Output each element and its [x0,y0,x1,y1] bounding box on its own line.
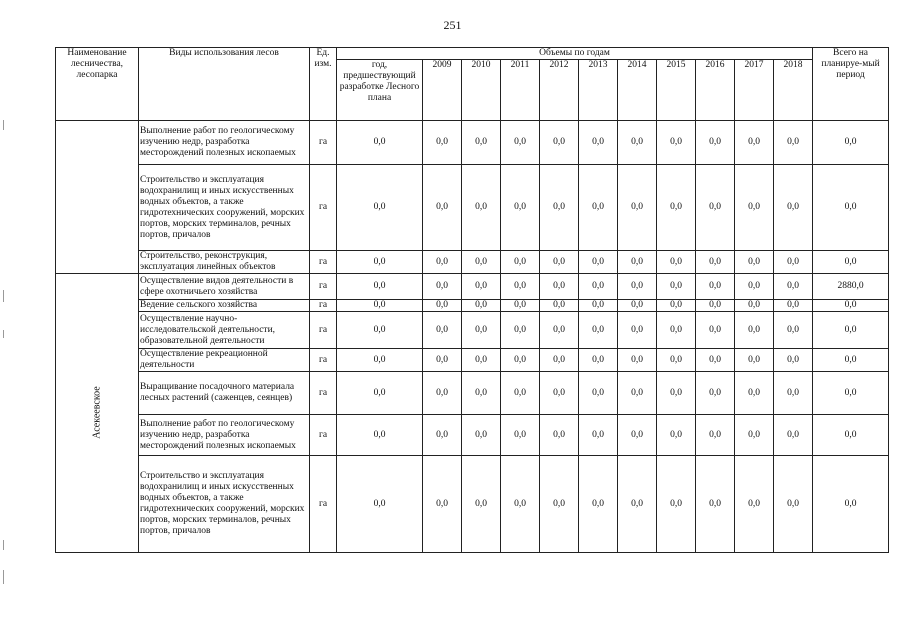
year-value-cell: 0,0 [735,312,774,349]
header-forestry: Наименование лесничества, лесопарка [56,48,139,121]
unit-cell: га [310,312,337,349]
year-value-cell: 0,0 [462,456,501,553]
year-value-cell: 0,0 [579,165,618,251]
use-type-cell: Осуществление видов деятельности в сфере охотничьего хозяйства [139,274,310,300]
use-type-cell: Ведение сельского хозяйства [139,300,310,312]
use-type-cell: Строительство, реконструкция, эксплуатация линейных объектов [139,251,310,274]
year-value-cell: 0,0 [696,456,735,553]
header-use-type: Виды использования лесов [139,48,310,121]
year-value-cell: 0,0 [657,349,696,372]
year-value-cell: 0,0 [735,165,774,251]
total-cell: 0,0 [813,300,889,312]
year-value-cell: 0,0 [540,274,579,300]
header-year: 2017 [735,60,774,121]
header-year: 2016 [696,60,735,121]
year-value-cell: 0,0 [657,274,696,300]
forestry-cell [56,274,139,553]
year-value-cell: 0,0 [462,349,501,372]
header-year: 2015 [657,60,696,121]
year-value-cell: 0,0 [618,312,657,349]
year-value-cell: 0,0 [462,165,501,251]
year-value-cell: 0,0 [735,415,774,456]
year-value-cell: 0,0 [501,121,540,165]
header-unit: Ед. изм. [310,48,337,121]
total-cell: 0,0 [813,251,889,274]
year-value-cell: 0,0 [462,274,501,300]
table-row [56,415,889,456]
year-value-cell: 0,0 [735,372,774,415]
year-value-cell: 0,0 [540,121,579,165]
year-value-cell: 0,0 [579,312,618,349]
year-value-cell: 0,0 [618,372,657,415]
year-value-cell: 0,0 [579,456,618,553]
year-value-cell: 0,0 [462,300,501,312]
year-value-cell: 0,0 [579,300,618,312]
year-value-cell: 0,0 [501,251,540,274]
year-value-cell: 0,0 [462,415,501,456]
year-value-cell: 0,0 [618,165,657,251]
year-value-cell: 0,0 [540,415,579,456]
unit-cell: га [310,121,337,165]
year-value-cell: 0,0 [618,251,657,274]
page-number: 251 [443,18,462,32]
year-value-cell: 0,0 [618,300,657,312]
year-value-cell: 0,0 [657,121,696,165]
year-value-cell: 0,0 [696,415,735,456]
year-value-cell: 0,0 [774,300,813,312]
year-value-cell: 0,0 [696,121,735,165]
year-value-cell: 0,0 [462,251,501,274]
year-value-cell: 0,0 [579,121,618,165]
year-value-cell: 0,0 [696,349,735,372]
header-total: Всего на планируе-мый период [813,48,889,121]
use-type-cell: Строительство и эксплуатация водохранилищ и иных искусственных водных объектов, а также гидротехнических сооружений, морских портов, морских терминалов, речных портов, причалов [139,165,310,251]
year-value-cell: 0,0 [774,274,813,300]
header-year: 2012 [540,60,579,121]
prev-year-cell: 0,0 [337,121,423,165]
total-cell: 0,0 [813,165,889,251]
year-value-cell: 0,0 [423,121,462,165]
year-value-cell: 0,0 [423,312,462,349]
year-value-cell: 0,0 [501,415,540,456]
year-value-cell: 0,0 [423,349,462,372]
year-value-cell: 0,0 [501,274,540,300]
header-year: 2013 [579,60,618,121]
table-row [56,372,889,415]
year-value-cell: 0,0 [735,456,774,553]
unit-cell: га [310,300,337,312]
unit-cell: га [310,274,337,300]
unit-cell: га [310,372,337,415]
header-year: 2011 [501,60,540,121]
prev-year-cell: 0,0 [337,300,423,312]
year-value-cell: 0,0 [657,165,696,251]
table-row [56,165,889,251]
year-value-cell: 0,0 [696,300,735,312]
year-value-cell: 0,0 [423,456,462,553]
year-value-cell: 0,0 [696,312,735,349]
year-value-cell: 0,0 [501,300,540,312]
header-year: 2014 [618,60,657,121]
year-value-cell: 0,0 [540,349,579,372]
use-type-cell: Выращивание посадочного материала лесных растений (саженцев, сеянцев) [139,372,310,415]
total-cell: 0,0 [813,456,889,553]
year-value-cell: 0,0 [735,300,774,312]
year-value-cell: 0,0 [579,274,618,300]
year-value-cell: 0,0 [696,274,735,300]
year-value-cell: 0,0 [696,251,735,274]
table-body [56,121,889,553]
year-value-cell: 0,0 [735,121,774,165]
margin-marks [3,0,7,640]
year-value-cell: 0,0 [501,165,540,251]
total-cell: 0,0 [813,121,889,165]
year-value-cell: 0,0 [618,274,657,300]
year-value-cell: 0,0 [423,372,462,415]
year-value-cell: 0,0 [657,312,696,349]
year-value-cell: 0,0 [423,274,462,300]
year-value-cell: 0,0 [540,251,579,274]
total-cell: 0,0 [813,312,889,349]
year-value-cell: 0,0 [540,372,579,415]
table-row [56,300,889,312]
total-cell: 0,0 [813,349,889,372]
forestry-cell-empty [56,121,139,274]
prev-year-cell: 0,0 [337,251,423,274]
year-value-cell: 0,0 [618,415,657,456]
unit-cell: га [310,349,337,372]
prev-year-cell: 0,0 [337,274,423,300]
year-value-cell: 0,0 [735,349,774,372]
header-prev-year: год, предшествующий разработке Лесного плана [337,60,423,121]
year-value-cell: 0,0 [657,456,696,553]
total-cell: 0,0 [813,372,889,415]
year-value-cell: 0,0 [501,312,540,349]
year-value-cell: 0,0 [540,165,579,251]
year-value-cell: 0,0 [618,456,657,553]
year-value-cell: 0,0 [618,349,657,372]
year-value-cell: 0,0 [579,415,618,456]
year-value-cell: 0,0 [774,456,813,553]
table-row [56,349,889,372]
year-value-cell: 0,0 [540,300,579,312]
table-row [56,312,889,349]
year-value-cell: 0,0 [423,165,462,251]
prev-year-cell: 0,0 [337,349,423,372]
year-value-cell: 0,0 [423,251,462,274]
year-value-cell: 0,0 [735,251,774,274]
year-value-cell: 0,0 [735,274,774,300]
year-value-cell: 0,0 [540,456,579,553]
year-value-cell: 0,0 [618,121,657,165]
year-value-cell: 0,0 [774,349,813,372]
use-type-cell: Выполнение работ по геологическому изучению недр, разработка месторождений полезных ископаемых [139,415,310,456]
year-value-cell: 0,0 [423,415,462,456]
prev-year-cell: 0,0 [337,456,423,553]
year-value-cell: 0,0 [774,121,813,165]
use-type-cell: Осуществление рекреационной деятельности [139,349,310,372]
header-year: 2010 [462,60,501,121]
year-value-cell: 0,0 [462,312,501,349]
year-value-cell: 0,0 [774,372,813,415]
total-cell: 2880,0 [813,274,889,300]
use-type-cell: Осуществление научно-исследовательской деятельности, образовательной деятельности [139,312,310,349]
year-value-cell: 0,0 [696,372,735,415]
header-year: 2018 [774,60,813,121]
table-row [56,121,889,165]
year-value-cell: 0,0 [462,372,501,415]
total-cell: 0,0 [813,415,889,456]
year-value-cell: 0,0 [774,251,813,274]
prev-year-cell: 0,0 [337,415,423,456]
year-value-cell: 0,0 [696,165,735,251]
table-header [56,48,889,121]
table-row [56,274,889,300]
year-value-cell: 0,0 [501,372,540,415]
year-value-cell: 0,0 [774,312,813,349]
year-value-cell: 0,0 [657,372,696,415]
use-type-cell: Строительство и эксплуатация водохранилищ и иных искусственных водных объектов, а также гидротехнических сооружений, морских портов, морских терминалов, речных портов, причалов [139,456,310,553]
year-value-cell: 0,0 [579,251,618,274]
prev-year-cell: 0,0 [337,165,423,251]
header-volumes: Объемы по годам [337,48,813,60]
year-value-cell: 0,0 [501,456,540,553]
unit-cell: га [310,165,337,251]
year-value-cell: 0,0 [501,349,540,372]
forest-use-table [55,47,889,553]
header-year: 2009 [423,60,462,121]
forestry-name: Асекеевское [91,386,103,439]
year-value-cell: 0,0 [540,312,579,349]
table-row [56,456,889,553]
year-value-cell: 0,0 [462,121,501,165]
unit-cell: га [310,415,337,456]
year-value-cell: 0,0 [657,251,696,274]
prev-year-cell: 0,0 [337,372,423,415]
use-type-cell: Выполнение работ по геологическому изучению недр, разработка месторождений полезных ископаемых [139,121,310,165]
year-value-cell: 0,0 [774,415,813,456]
unit-cell: га [310,251,337,274]
year-value-cell: 0,0 [423,300,462,312]
table-row [56,251,889,274]
year-value-cell: 0,0 [579,349,618,372]
year-value-cell: 0,0 [774,165,813,251]
year-value-cell: 0,0 [579,372,618,415]
unit-cell: га [310,456,337,553]
prev-year-cell: 0,0 [337,312,423,349]
year-value-cell: 0,0 [657,300,696,312]
year-value-cell: 0,0 [657,415,696,456]
